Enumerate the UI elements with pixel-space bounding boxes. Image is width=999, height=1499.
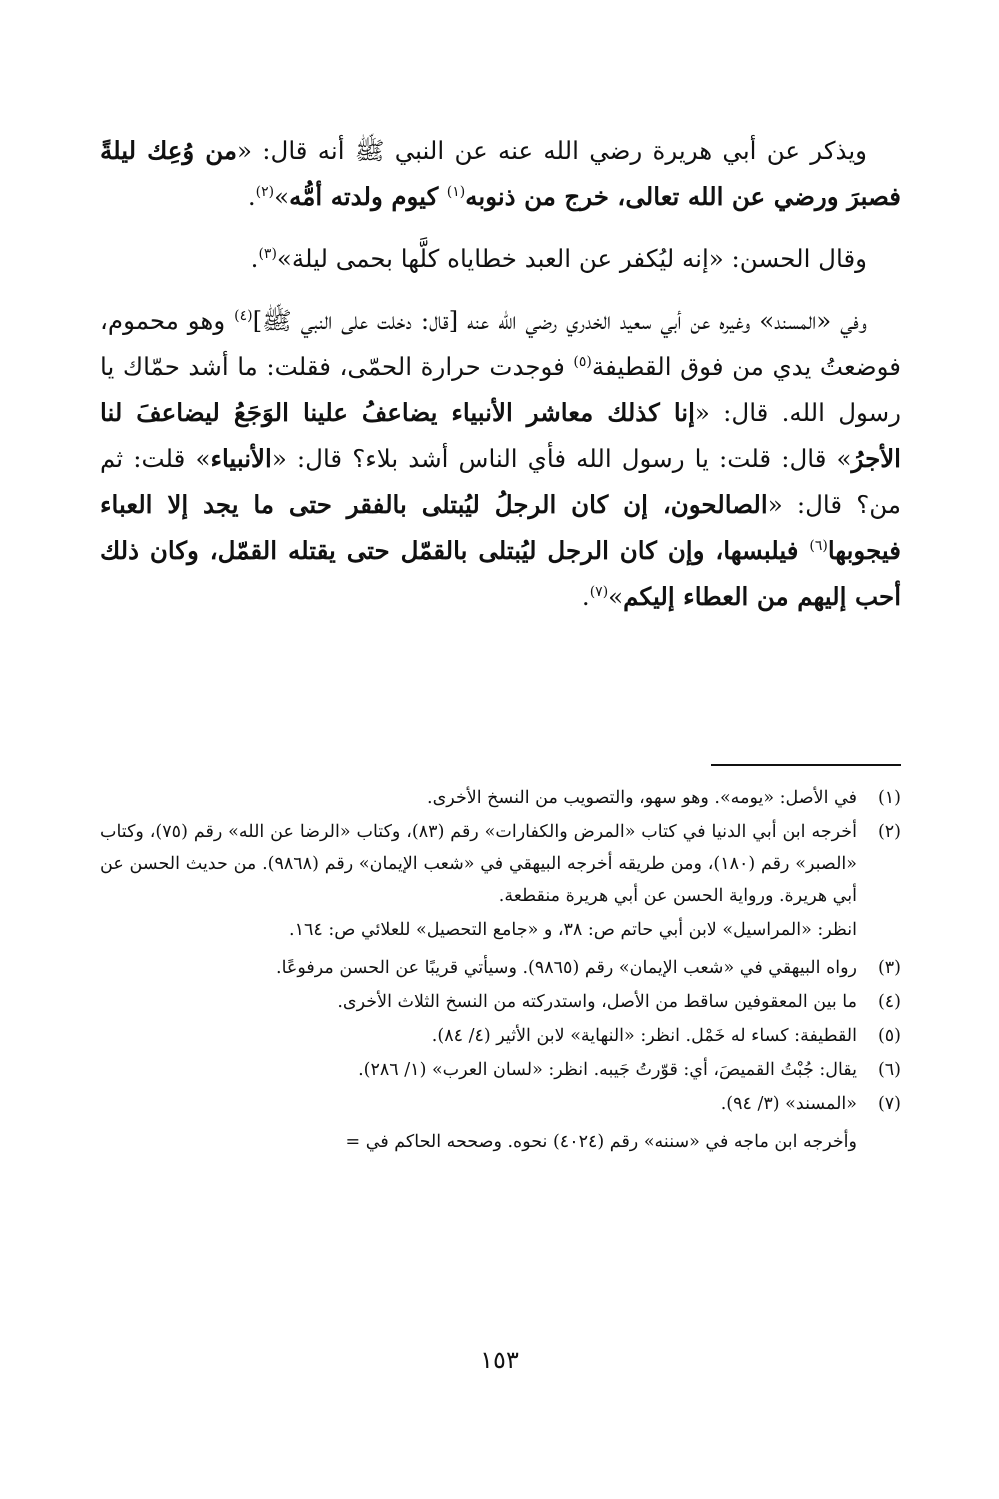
footnote-3 — [100, 952, 901, 984]
text-run: وقال الحسن: «إنه ليُكفر عن العبد خطاياه كلَّها بحمى ليلة» — [276, 244, 867, 273]
text-run: » قال: قلت: يا رسول الله فأي الناس أشد بلاء؟ قال: « — [271, 444, 852, 473]
footnote-continuation: وأخرجه ابن ماجه في «سننه» رقم (٤٠٢٤) نحوه. وصححه الحاكم في = — [345, 1132, 857, 1152]
footnote-text: يقال: جُبْتُ القميصَ، أي: قوّرتُ جَيبه. انظر: «لسان العرب» (١/ ٢٨٦). — [358, 1060, 857, 1080]
footnote-number: (٦) — [877, 1060, 901, 1080]
footnote-number: (٣) — [877, 958, 901, 978]
text-run: . — [581, 582, 590, 611]
text-run: فوجدت حرارة الحمّى، فقلت: ما أشد حمّاك يا رسول الله. — [100, 352, 902, 427]
paragraph-3 — [100, 298, 901, 620]
footnote-2 — [100, 816, 901, 950]
page-number: ١٥٣ — [480, 1346, 519, 1374]
text-run: . — [250, 244, 259, 273]
footnote-7 — [100, 1088, 901, 1120]
hadith-text: كيوم ولدته أمُّه — [289, 182, 447, 211]
footnote-text: القطيفة: كساء له خَمْل. انظر: «النهاية» لابن الأثير (٤/ ٨٤). — [431, 1026, 857, 1046]
footnote-text: رواه البيهقي في «شعب الإيمان» رقم (٩٨٦٥). وسيأتي قريبًا عن الحسن مرفوعًا. — [276, 958, 857, 978]
text-run: ويذكر عن أبي هريرة رضي الله عنه عن النبي ﷺ أنه قال: « — [237, 136, 867, 165]
paragraph-1 — [100, 128, 901, 220]
hadith-text: من وُعِك ليلةً فصبرَ ورضي عن الله تعالى، خرج من ذنوبه — [100, 136, 901, 211]
footnote-ref[interactable]: (٤) — [234, 307, 253, 324]
text-run: وفي «المسند» وغيره عن أبي سعيد الخدري رضي الله عنه [قال: دخلت على النبي ﷺ] — [252, 306, 867, 335]
main-text — [100, 128, 901, 636]
footnote-ref[interactable]: (٢) — [255, 183, 275, 200]
paragraph-2 — [100, 236, 901, 282]
footnote-4 — [100, 986, 901, 1018]
footnote-number: (٤) — [877, 992, 901, 1012]
footnote-ref[interactable]: (٧) — [589, 583, 609, 600]
footnote-number: (٥) — [877, 1026, 901, 1046]
hadith-text: فيلبسها، وإن كان الرجل ليُبتلى بالقمّل حتى يقتله القمّل، وكان ذلك أحب إليهم من العطاء إليكم — [100, 536, 901, 611]
footnote-1 — [100, 782, 901, 814]
footnote-text: أخرجه ابن أبي الدنيا في كتاب «المرض والكفارات» رقم (٨٣)، وكتاب «الرضا عن الله» رقم (٧٥)، وكتاب «الصبر» رقم (١٨٠)، ومن طريقه أخرجه البيهقي في «شعب الإيمان» رقم (٩٨٦٨). من حديث الحسن عن أبي هريرة. ورواية الحسن عن أبي هريرة منقطعة. — [100, 822, 857, 906]
footnote-ref[interactable]: (٦) — [809, 537, 828, 554]
text-run: » — [274, 182, 290, 211]
footnote-6 — [100, 1054, 901, 1086]
text-run: » — [608, 582, 624, 611]
text-run: . — [247, 182, 256, 211]
text-run: قال: « — [694, 398, 782, 427]
footnote-ref[interactable]: (٣) — [258, 245, 277, 262]
footnote-reference-text: انظر: «المراسيل» لابن أبي حاتم ص: ٣٨، و «جامع التحصيل» للعلائي ص: ١٦٤. — [289, 920, 857, 940]
footnote-5 — [100, 1020, 901, 1052]
text-run: » قلت: ثم من؟ قال: « — [100, 444, 902, 519]
hadith-text: الأنبياء — [210, 444, 272, 473]
footnote-body — [100, 816, 857, 950]
hadith-text: الصالحون، إن كان الرجلُ ليُبتلى بالفقر حتى ما يجد إلا العباء فيجوبها — [100, 490, 901, 565]
footnote-number: (١) — [877, 788, 901, 808]
hadith-text: إنا كذلك معاشر الأنبياء يضاعفُ علينا الوَجَعُ ليضاعفَ لنا الأجرُ — [100, 398, 901, 473]
footnotes — [100, 782, 901, 1158]
footnote-number: (٧) — [877, 1094, 901, 1114]
footnote-text: في الأصل: «يومه». وهو سهو، والتصويب من النسخ الأخرى. — [427, 788, 857, 808]
footnote-ref[interactable]: (٥) — [573, 353, 592, 370]
footnote-number: (٢) — [877, 822, 901, 842]
text-run: وهو محموم، فوضعتُ يدي من فوق القطيفة — [100, 306, 901, 381]
footnote-text: «المسند» (٣/ ٩٤). — [720, 1094, 857, 1114]
footnote-text: ما بين المعقوفين ساقط من الأصل، واستدركته من النسخ الثلاث الأخرى. — [337, 992, 857, 1012]
footnote-separator — [711, 764, 901, 766]
footnote-ref[interactable]: (١) — [446, 183, 466, 200]
